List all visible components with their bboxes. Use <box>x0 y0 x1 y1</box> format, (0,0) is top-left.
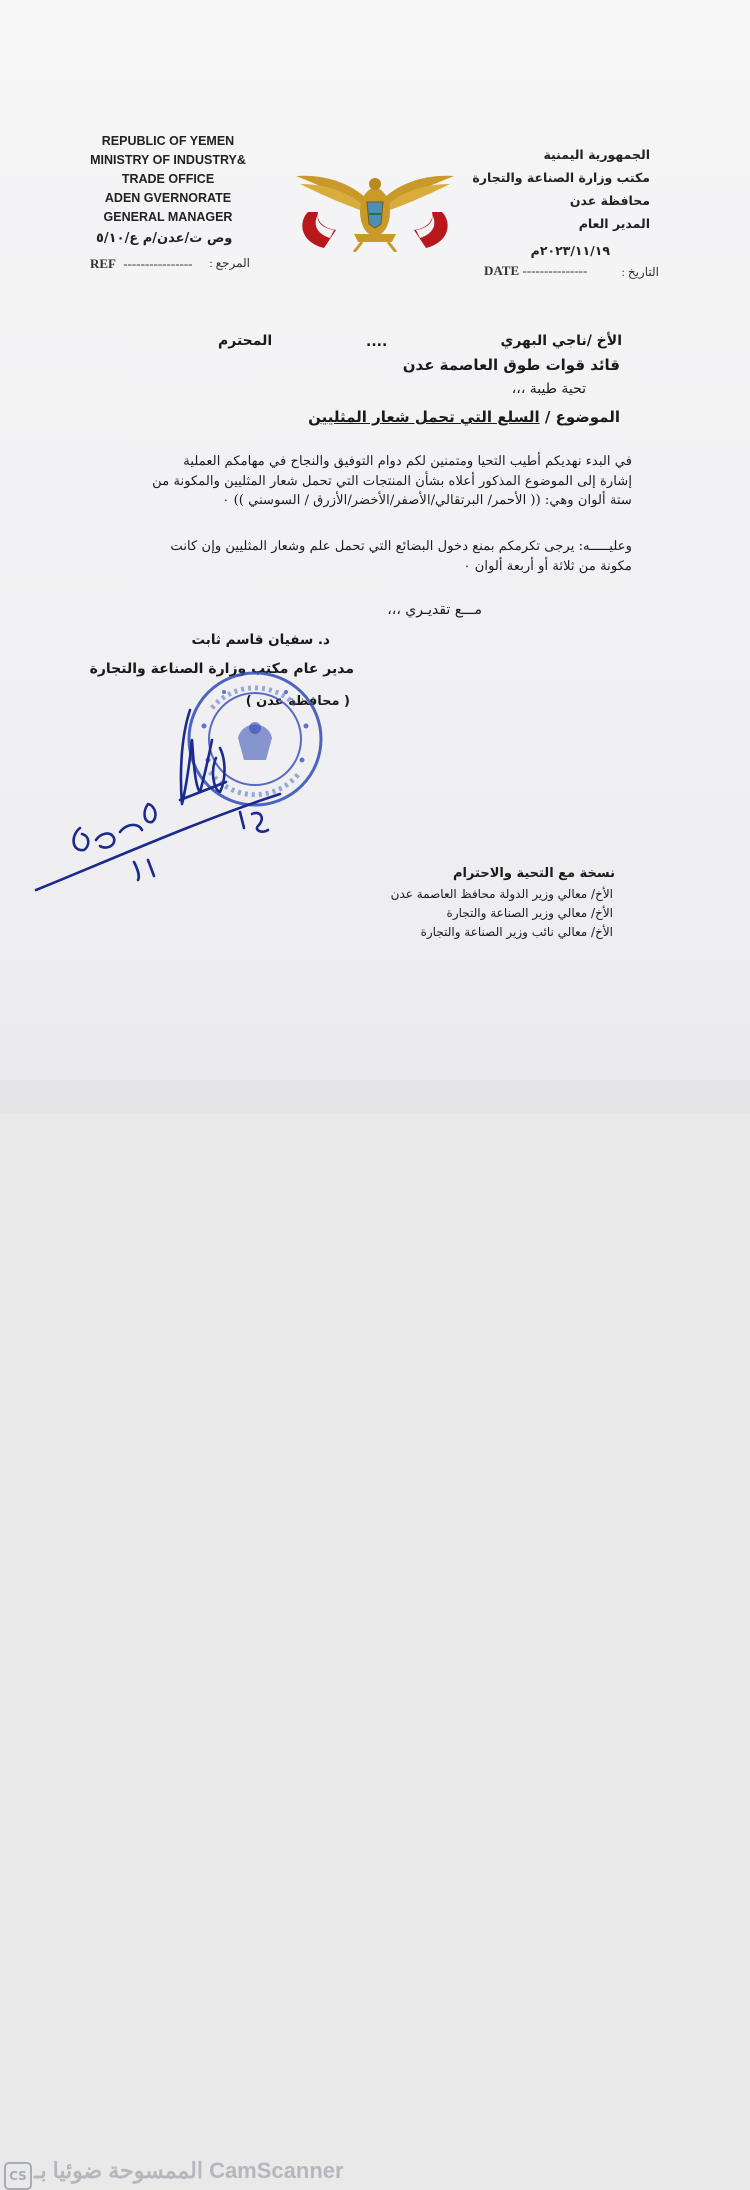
signer-title: مدير عام مكتب وزارة الصناعة والتجارة <box>89 661 354 677</box>
closing: مـــع تقديـري ،،، <box>387 602 482 618</box>
reference-number: وص ت/عدن/م ع/٥/١٠ <box>96 231 233 246</box>
document-page <box>0 0 750 1080</box>
body-paragraph-2: وعليـــــه: يرجى تكرمكم بمنع دخول البضائع التي تحمل علم وشعار المثليين وإن كانت مكونة من ثلاثة أو أربعة ألوان ٠ <box>170 539 632 574</box>
signer-governorate: ( محافظة عدن ) <box>245 694 350 709</box>
header-en-line3: TRADE OFFICE <box>121 172 215 186</box>
camscanner-icon: CS <box>4 2162 32 2190</box>
header-ar-line2: مكتب وزارة الصناعة والتجارة <box>472 170 650 185</box>
honorific: المحترم <box>218 333 273 349</box>
header-en-line4: ADEN GVERNORATE <box>104 191 232 205</box>
camscanner-watermark: CamScanner الممسوحة ضوئيا بـ <box>34 2158 344 2183</box>
header-en-line1: REPUBLIC OF YEMEN <box>101 134 235 148</box>
subject-label: الموضوع / <box>544 408 620 426</box>
subject-text: السلع التي تحمل شعار المثليين <box>308 408 540 426</box>
header-en-line2: MINISTRY OF INDUSTRY& <box>90 153 246 167</box>
copy-recipient-3: الأخ/ معالي نائب وزير الصناعة والتجارة <box>420 925 613 939</box>
recipient-name: الأخ /ناجي البهري <box>500 333 622 349</box>
ref-dots: ---------------- <box>123 256 193 271</box>
header-ar-line1: الجمهورية اليمنية <box>543 147 650 162</box>
header-arabic <box>470 143 650 235</box>
ref-line <box>90 256 250 272</box>
yemen-emblem-icon <box>296 168 454 252</box>
signer-name: د. سفيان قاسم ثابت <box>191 632 330 648</box>
signature-icon <box>30 700 330 900</box>
date-value: ٢٠٢٣/١١/١٩م <box>530 243 610 258</box>
body-paragraph-1: في البدء نهديكم أطيب التحيا ومتمنين لكم دوام التوفيق والنجاح في مهامكم العملية إشارة إلى الموضوع المذكور أعلاه بشأن المنتجات التي تحمل شعار المثليين والمكونة من ستة ألوان وهي: (( الأحمر/ البرتقالي/الأصفر/الأخضر/الأزرق / السوسني )) ٠ <box>152 454 632 508</box>
date-label-ar: التاريخ : <box>621 265 659 279</box>
header-english <box>88 132 248 227</box>
header-ar-line4: المدير العام <box>578 216 650 231</box>
copies-title: نسخة مع التحية والاحترام <box>452 866 615 881</box>
copy-recipient-2: الأخ/ معالي وزير الصناعة والتجارة <box>446 906 613 920</box>
greeting: تحية طيبة ،،، <box>511 381 586 397</box>
header-ar-line3: محافظة عدن <box>569 193 650 208</box>
ref-label: REF <box>90 256 116 271</box>
scanner-footer <box>0 1080 750 2183</box>
date-label: DATE <box>484 263 520 278</box>
date-line <box>484 263 659 279</box>
ref-label-ar: المرجع : <box>209 256 250 270</box>
date-dots: --------------- <box>522 263 588 278</box>
subject-line <box>308 408 620 426</box>
recipient-title: قائد قوات طوق العاصمة عدن <box>402 356 620 374</box>
copy-recipient-1: الأخ/ معالي وزير الدولة محافظ العاصمة عدن <box>390 887 613 901</box>
header-en-line5: GENERAL MANAGER <box>103 210 233 224</box>
recipient-dots: .... <box>366 334 388 350</box>
